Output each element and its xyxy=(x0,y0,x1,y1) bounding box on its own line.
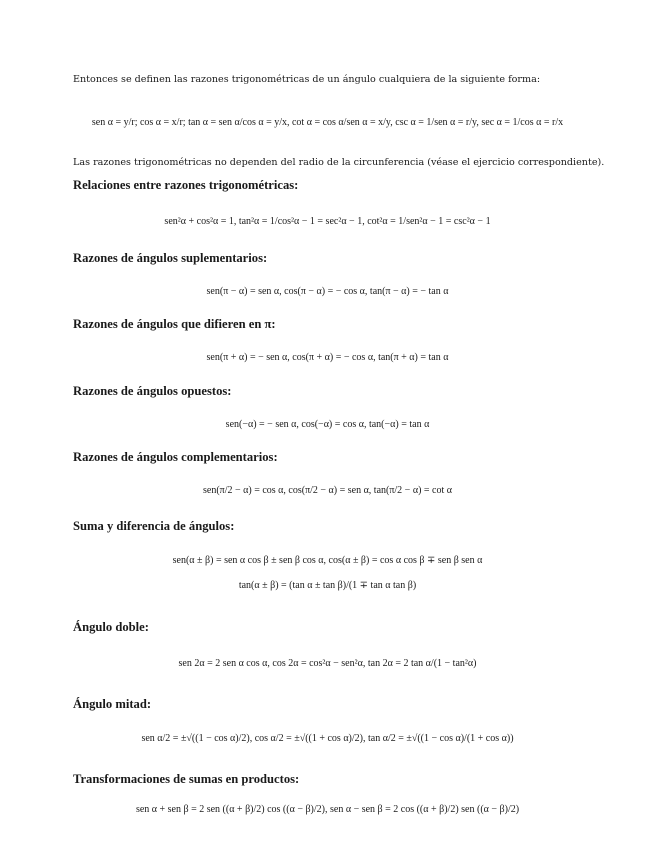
heading-difieren-pi: Razones de ángulos que difieren en π: xyxy=(73,317,276,331)
formula-difieren-pi: sen(π + α) = − sen α, cos(π + α) = − cos α, tan(π + α) = tan α xyxy=(206,352,449,363)
formula-opuestos: sen(−α) = − sen α, cos(−α) = cos α, tan(−α) = tan α xyxy=(225,419,430,430)
formula-relaciones: sen²α + cos²α = 1, tan²α = 1/cos²α − 1 = sec²α − 1, cot²α = 1/sen²α − 1 = csc²α − 1 xyxy=(164,216,491,227)
heading-opuestos: Razones de ángulos opuestos: xyxy=(73,384,232,398)
formula-sumas-productos: sen α + sen β = 2 sen ((α + β)/2) cos ((α − β)/2), sen α − sen β = 2 cos ((α + β)/2) sen ((α − β)/2) xyxy=(135,804,520,815)
note-paragraph: Las razones trigonométricas no dependen del radio de la circunferencia (véase el ejercicio correspondiente). xyxy=(73,157,605,168)
formula-tan-suma: tan(α ± β) = (tan α ± tan β)/(1 ∓ tan α tan β) xyxy=(238,580,417,591)
heading-angulo-doble: Ángulo doble: xyxy=(73,620,149,634)
heading-angulo-mitad: Ángulo mitad: xyxy=(73,697,152,711)
formula-angulo-mitad: sen α/2 = ±√((1 − cos α)/2), cos α/2 = ±√((1 + cos α)/2), tan α/2 = ±√((1 − cos α)/(1 + cos α)) xyxy=(141,733,514,744)
formula-complementarios: sen(π/2 − α) = cos α, cos(π/2 − α) = sen α, tan(π/2 − α) = cot α xyxy=(203,485,452,496)
heading-complementarios: Razones de ángulos complementarios: xyxy=(73,450,278,464)
heading-relaciones: Relaciones entre razones trigonométricas: xyxy=(73,178,299,192)
intro-paragraph: Entonces se definen las razones trigonométricas de un ángulo cualquiera de la siguiente forma: xyxy=(73,74,541,85)
definitions-formula: sen α = y/r; cos α = x/r; tan α = sen α/cos α = y/x, cot α = cos α/sen α = x/y, csc α = 1/sen α = r/y, sec α = 1/cos α = r/x xyxy=(91,117,564,128)
formula-suma-diferencia: sen(α ± β) = sen α cos β ± sen β cos α, cos(α ± β) = cos α cos β ∓ sen β sen α xyxy=(172,555,483,566)
formula-angulo-doble: sen 2α = 2 sen α cos α, cos 2α = cos²α − sen²α, tan 2α = 2 tan α/(1 − tan²α) xyxy=(178,658,477,669)
heading-suma-diferencia: Suma y diferencia de ángulos: xyxy=(73,519,235,533)
formula-suplementarios: sen(π − α) = sen α, cos(π − α) = − cos α, tan(π − α) = − tan α xyxy=(206,286,449,297)
heading-sumas-productos: Transformaciones de sumas en productos: xyxy=(73,772,300,786)
heading-suplementarios: Razones de ángulos suplementarios: xyxy=(73,251,268,265)
